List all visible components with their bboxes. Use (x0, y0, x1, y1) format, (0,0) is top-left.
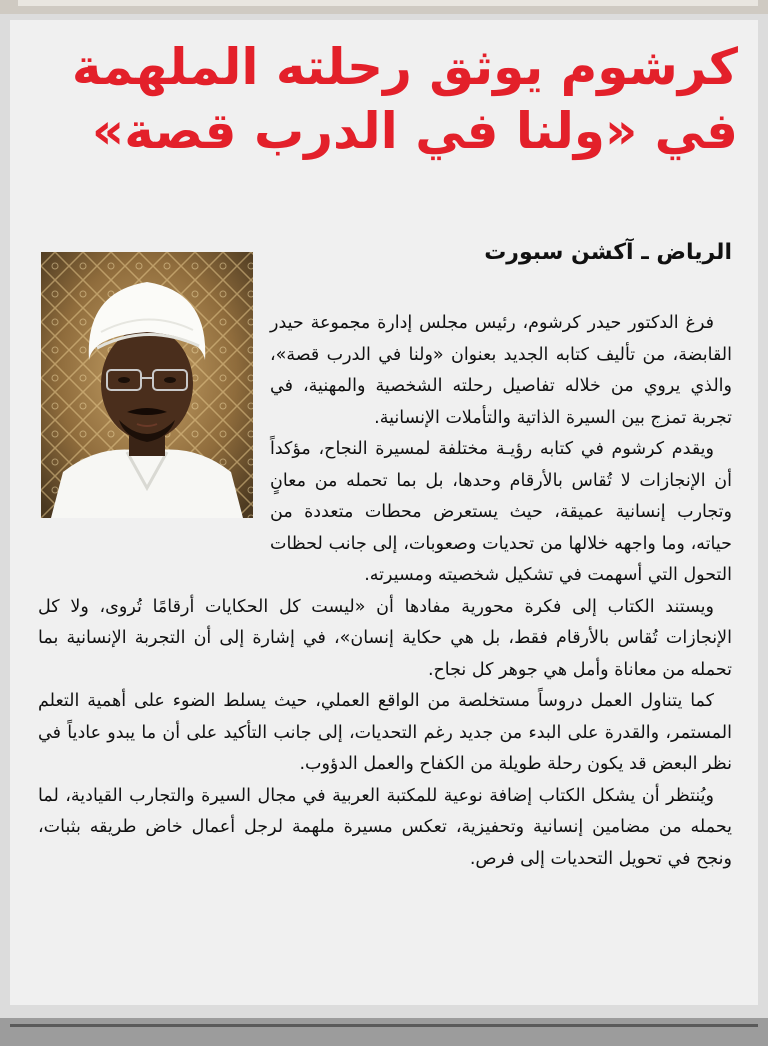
article-body (38, 308, 732, 875)
page-top-strip (0, 0, 768, 14)
headline-line-2: في «ولنا في الدرب قصة» (91, 102, 738, 160)
bottom-divider-line (10, 1024, 758, 1027)
page-bottom-strip (0, 1018, 768, 1046)
headline-line-1: كرشوم يوثق رحلته الملهمة (71, 38, 738, 96)
body-paragraph-3: ويستند الكتاب إلى فكرة محورية مفادها أن «ليست كل الحكايات أرقامًا تُروى، ولا كل الإنجازات تُقاس بالأرقام فقط، بل هي حكاية إنسان»، في إشارة إلى أن التجربة الإنسانية بما تحمله من معاناة وأمل هي جوهر كل نجاح. (38, 596, 732, 680)
body-paragraph-5: ويُنتظر أن يشكل الكتاب إضافة نوعية للمكتبة العربية في مجال السيرة والتجارب القيادية، لما يحمله من مضامين إنسانية وتحفيزية، تعكس مسيرة ملهمة لرجل أعمال خاض طريقه بثبات، ونجح في تحويل التحديات إلى فرص. (38, 785, 732, 869)
top-strip-edge (18, 0, 758, 6)
body-paragraph-1: فرغ الدكتور حيدر كرشوم، رئيس مجلس إدارة مجموعة حيدر القابضة، من تأليف كتابه الجديد بعنوان «ولنا في الدرب قصة»، والذي يروي من خلاله تفاصيل رحلته الشخصية والمهنية، في تجربة تمزج بين السيرة الذاتية والتأملات الإنسانية. (270, 313, 732, 428)
photo-text-wrap-spacer (38, 308, 270, 532)
article-headline (20, 35, 738, 163)
body-paragraph-4: كما يتناول العمل دروساً مستخلصة من الواقع العملي، حيث يسلط الضوء على أهمية التعلم المستمر، والقدرة على البدء من جديد رغم التحديات، إلى جانب التأكيد على أن ما يبدو عادياً في نظر البعض قد يكون رحلة طويلة من الكفاح والعمل الدؤوب. (38, 691, 732, 774)
body-paragraph-2: ويقدم كرشوم في كتابه رؤيـة مختلفة لمسيرة النجاح، مؤكداً أن الإنجازات لا تُقاس بالأرقام وحدها، بل بما تحمله من معانٍ وتجارب إنسانية عميقة، حيث يستعرض محطات متعددة من حياته، وما واجهه خلالها من تحديات وصعوبات، إلى جانب لحظات التحول التي أسهمت في تشكيل شخصيته ومسيرته. (270, 439, 732, 585)
article-byline: الرياض ـ آكشن سبورت (484, 240, 732, 265)
